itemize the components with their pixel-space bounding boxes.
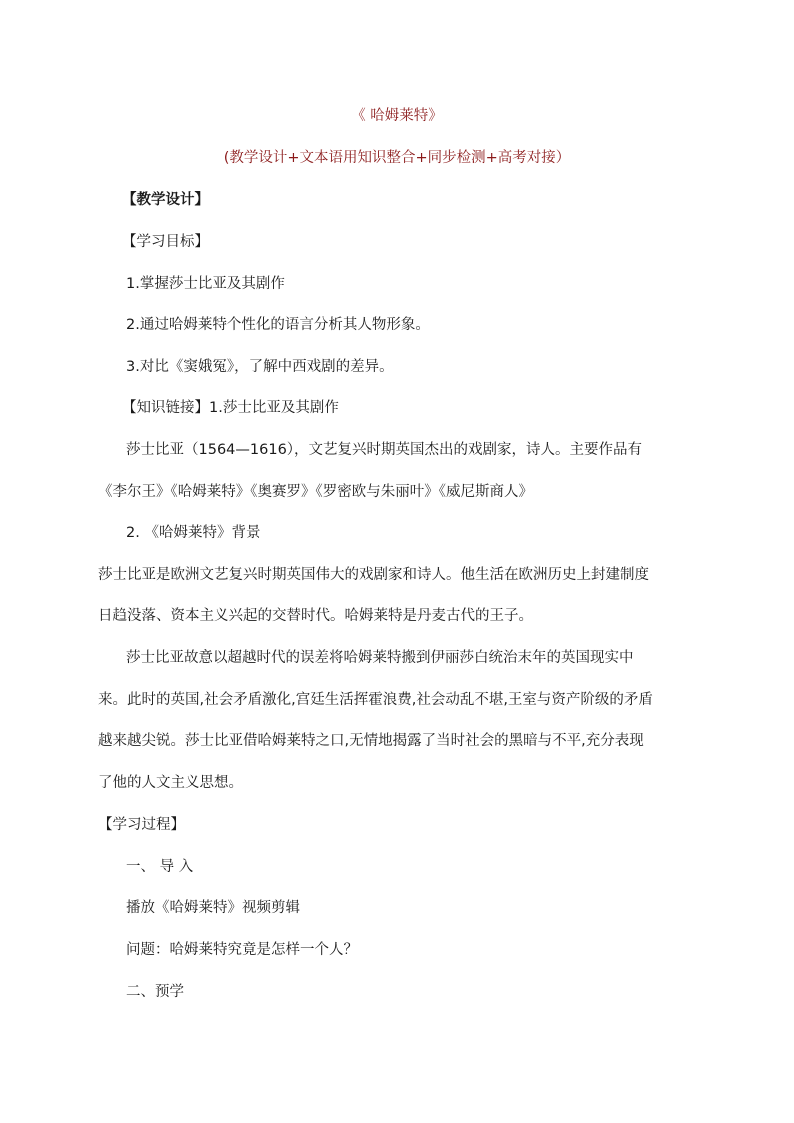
shakespeare-paragraph-line-1: 莎士比亚（1564—1616），文艺复兴时期英国杰出的戏剧家，诗人。主要作品有 <box>126 442 643 458</box>
goal-item-2: 2.通过哈姆莱特个性化的语言分析其人物形象。 <box>126 317 430 333</box>
background-paragraph-1-line-1: 莎士比亚是欧洲文艺复兴时期英国伟大的戏剧家和诗人。他生活在欧洲历史上封建制度 <box>98 567 649 583</box>
step-2-heading: 二、预学 <box>126 984 184 1000</box>
knowledge-link-header: 【知识链接】1.莎士比亚及其剧作 <box>122 400 339 416</box>
background-paragraph-2-line-2: 来。此时的英国,社会矛盾激化,宫廷生活挥霍浪费,社会动乱不堪,王室与资产阶级的矛盾 <box>98 692 653 708</box>
step-1-item-2: 问题：哈姆莱特究竟是怎样一个人？ <box>126 942 358 958</box>
step-1-item-1: 播放《哈姆莱特》视频剪辑 <box>126 900 300 916</box>
background-paragraph-2-line-1: 莎士比亚故意以超越时代的误差将哈姆莱特搬到伊丽莎白统治末年的英国现实中 <box>126 650 634 666</box>
background-paragraph-2-line-4: 了他的人文主义思想。 <box>98 775 243 791</box>
document-title: 《 哈姆莱特》 <box>351 108 443 124</box>
step-1-heading: 一、 导 入 <box>126 859 194 875</box>
background-paragraph-2-line-3: 越来越尖锐。莎士比亚借哈姆莱特之口,无情地揭露了当时社会的黑暗与不平,充分表现 <box>98 733 644 749</box>
goal-item-1: 1.掌握莎士比亚及其剧作 <box>126 276 285 292</box>
background-paragraph-1-line-2: 日趋没落、资本主义兴起的交替时代。哈姆莱特是丹麦古代的王子。 <box>98 608 533 624</box>
learning-process-header: 【学习过程】 <box>98 817 185 833</box>
background-header: 2. 《哈姆莱特》背景 <box>126 525 261 541</box>
learning-goals-header: 【学习目标】 <box>122 234 209 250</box>
shakespeare-paragraph-line-2: 《李尔王》《哈姆莱特》《奥赛罗》《罗密欧与朱丽叶》《威尼斯商人》 <box>98 484 533 500</box>
document-subtitle: (教学设计+文本语用知识整合+同步检测+高考对接） <box>223 150 571 166</box>
section-teaching-design: 【教学设计】 <box>122 192 209 208</box>
goal-item-3: 3.对比《窦娥冤》，了解中西戏剧的差异。 <box>126 359 394 375</box>
